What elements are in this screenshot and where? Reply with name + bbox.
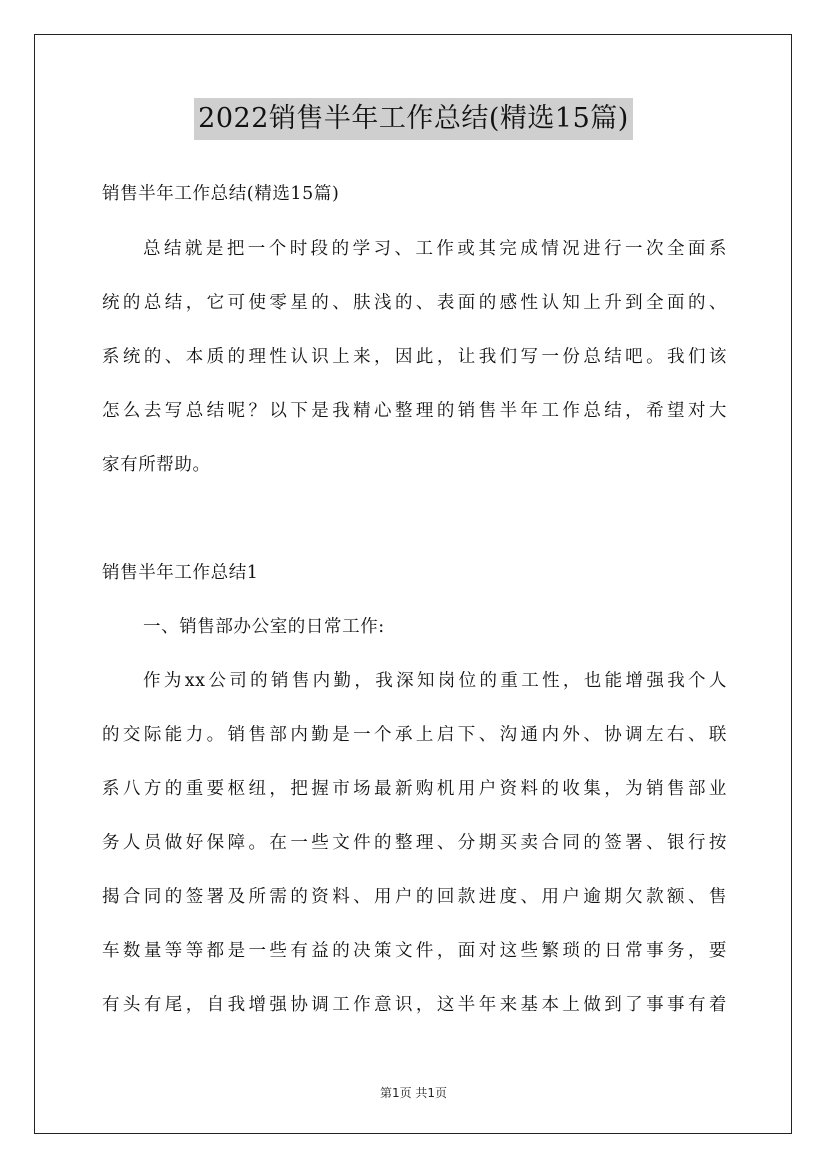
body-line-1: 作为xx公司的销售内勤，我深知岗位的重工性，也能增强我个人 xyxy=(143,671,727,691)
body-line-5: 揭合同的签署及所需的资料、用户的回款进度、用户逾期欠款额、售 xyxy=(102,887,727,907)
body-line-4: 务人员做好保障。在一些文件的整理、分期买卖合同的签署、银行按 xyxy=(102,833,727,853)
body-line-6: 车数量等等都是一些有益的决策文件，面对这些繁琐的日常事务，要 xyxy=(102,941,727,961)
body-line-2: 的交际能力。销售部内勤是一个承上启下、沟通内外、协调左右、联 xyxy=(102,725,727,745)
document-subtitle: 销售半年工作总结(精选15篇) xyxy=(102,184,340,204)
body-line-3: 系八方的重要枢纽，把握市场最新购机用户资料的收集，为销售部业 xyxy=(102,779,727,799)
section-subheading: 一、销售部办公室的日常工作: xyxy=(143,617,385,637)
document-title xyxy=(0,98,827,140)
intro-line-2: 统的总结，它可使零星的、肤浅的、表面的感性认知上升到全面的、 xyxy=(102,293,727,313)
body-line-7: 有头有尾，自我增强协调工作意识，这半年来基本上做到了事事有着 xyxy=(102,995,727,1015)
intro-line-5: 家有所帮助。 xyxy=(102,455,211,475)
intro-line-1: 总结就是把一个时段的学习、工作或其完成情况进行一次全面系 xyxy=(143,239,727,259)
document-title-text: 2022销售半年工作总结(精选15篇) xyxy=(194,98,633,140)
section-heading: 销售半年工作总结1 xyxy=(102,563,259,583)
intro-line-3: 系统的、本质的理性认识上来，因此，让我们写一份总结吧。我们该 xyxy=(102,347,727,367)
intro-line-4: 怎么去写总结呢？以下是我精心整理的销售半年工作总结，希望对大 xyxy=(102,401,727,421)
page-footer: 第1页 共1页 xyxy=(379,1086,448,1100)
